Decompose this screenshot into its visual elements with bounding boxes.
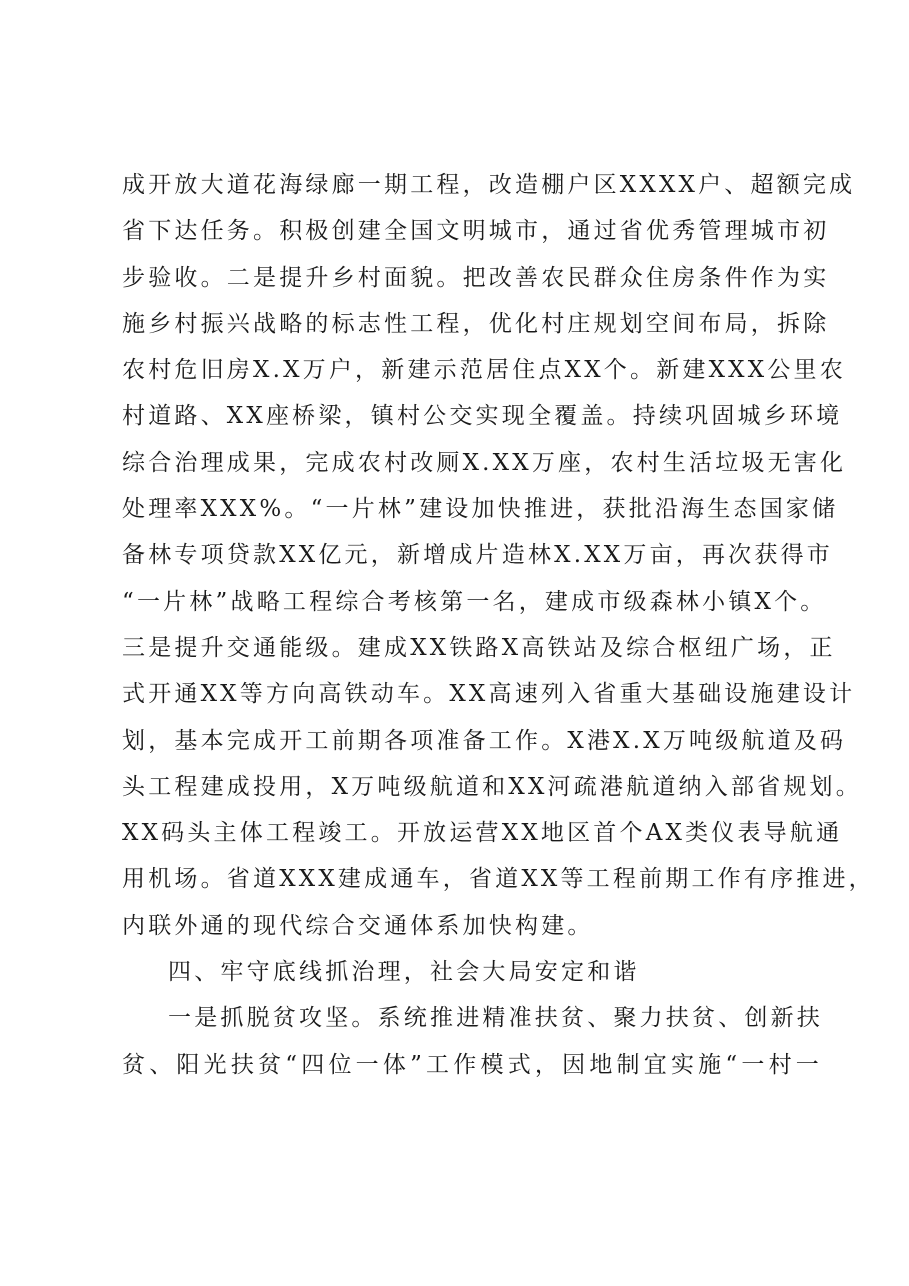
text-line: 农村危旧房X.X万户，新建示范居住点XX个。新建XXX公里农 xyxy=(122,357,846,384)
text-line: 三是提升交通能级。建成XX铁路X高铁站及综合枢纽广场，正 xyxy=(122,634,836,661)
text-line: 头工程建成投用，X万吨级航道和XX河疏港航道纳入部省规划。 xyxy=(122,773,862,800)
text-line: 省下达任务。积极创建全国文明城市，通过省优秀管理城市初 xyxy=(122,218,830,245)
section-heading: 四、牢守底线抓治理，社会大局安定和谐 xyxy=(168,959,640,986)
text-line: 划，基本完成开工前期各项准备工作。X港X.X万吨级航道及码 xyxy=(122,727,847,754)
text-line: 步验收。二是提升乡村面貌。把改善农民群众住房条件作为实 xyxy=(122,264,830,291)
text-line: 综合治理成果，完成农村改厕X.XX万座，农村生活垃圾无害化 xyxy=(122,449,847,476)
text-line: 成开放大道花海绿廊一期工程，改造棚户区XXXX户、超额完成 xyxy=(122,172,856,198)
text-line: 备林专项贷款XX亿元，新增成片造林X.XX万亩，再次获得市 xyxy=(122,542,833,569)
text-line: “一片林”战略工程综合考核第一名，建成市级森林小镇X个。 xyxy=(122,588,827,615)
text-line: 内联外通的现代综合交通体系加快构建。 xyxy=(122,912,594,939)
text-line: 施乡村振兴战略的标志性工程，优化村庄规划空间布局，拆除 xyxy=(122,310,830,337)
text-line: 处理率XXX%。“一片林”建设加快推进，获批沿海生态国家储 xyxy=(122,496,839,523)
text-line: 式开通XX等方向高铁动车。XX高速列入省重大基础设施建设计 xyxy=(122,681,856,708)
text-line: 用机场。省道XXX建成通车，省道XX等工程前期工作有序推进， xyxy=(122,866,875,893)
body-text xyxy=(122,162,875,1088)
text-line: 一是抓脱贫攻坚。系统推进精准扶贫、聚力扶贫、创新扶 xyxy=(168,1005,823,1032)
text-line: XX码头主体工程竣工。开放运营XX地区首个AX类仪表导航通 xyxy=(122,820,843,847)
text-line: 村道路、XX座桥梁，镇村公交实现全覆盖。持续巩固城乡环境 xyxy=(122,403,843,430)
text-line: 贫、阳光扶贫“四位一体”工作模式，因地制宜实施“一村一 xyxy=(122,1051,822,1078)
